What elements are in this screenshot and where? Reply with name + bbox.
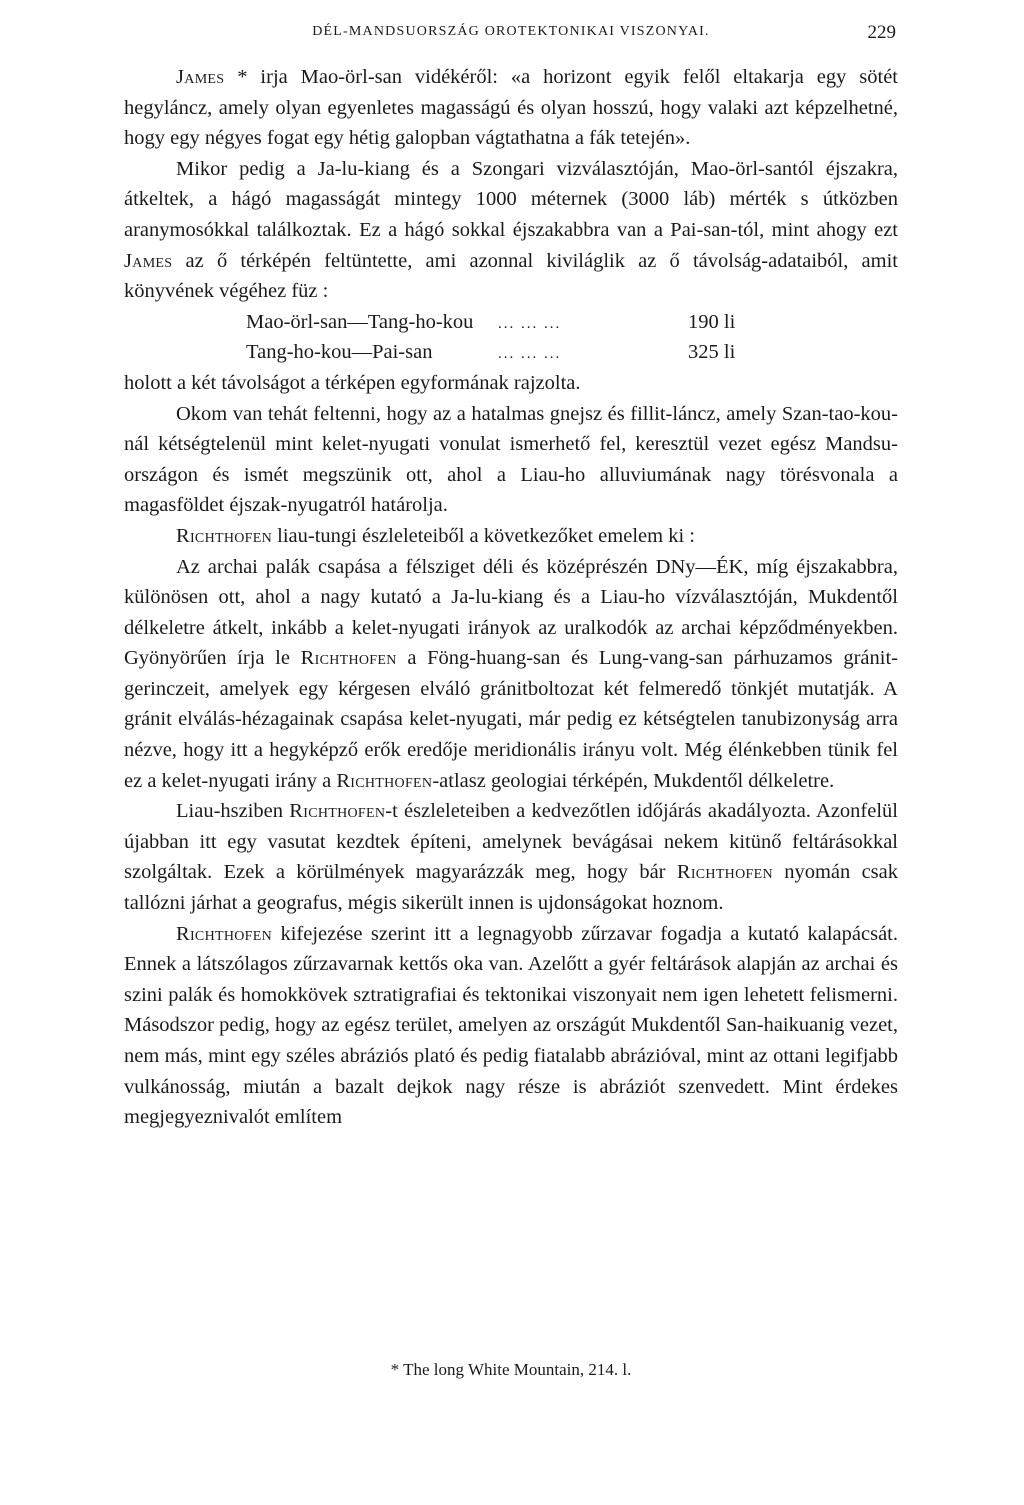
paragraph-text: * irja Mao-örl-san vidékéről: «a horizont egyik felől eltakarja egy sötét hegyláncz, amely olyan egyenletes magasságú és olyan hosszú, hogy valaki azt képzelhetné, hogy egy négyes fogat egy hétig galopban vágtathatna a fák tetején». xyxy=(124,66,898,150)
footnote: * The long White Mountain, 214. l. xyxy=(390,1360,632,1379)
paragraph-text: -atlasz geologiai térképén, Mukdentől délkeletre. xyxy=(432,769,835,792)
page-number: 229 xyxy=(867,22,896,43)
paragraph-gneiss-chain: Okom van tehát feltenni, hogy az a hatalmas gnejsz és fillit-láncz, amely Szan-tao-kou-nál kétségtelenül mint kelet-nyugati vonulat ismerhető fel, keresztül vezet egész Mandsu-országon és ismét megszünik ott, ahol a Liau-ho alluviumának nagy törésvonala a magasföldet éjszak-nyugatról határolja. xyxy=(124,402,898,517)
author-name-richthofen: Richthofen xyxy=(176,922,273,945)
distance-leader-dots: ... ... ... xyxy=(498,346,562,363)
running-head: DÉL-MANDSUORSZÁG OROTEKTONIKAI VISZONYAI. xyxy=(312,24,710,39)
paragraph-text: nyomán csak tallózni járhat a geografus, mégis sikerült innen is ujdonságokat hoznom. xyxy=(124,861,898,915)
distance-value: 325 li xyxy=(688,341,736,364)
distance-row xyxy=(124,337,898,368)
paragraph-james-quote xyxy=(124,62,898,154)
author-name-richthofen: Richthofen xyxy=(176,524,273,547)
paragraph-continuation: holott a két távolságot a térképen egyformának rajzolta. xyxy=(124,371,581,394)
paragraph-text: Mikor pedig a Ja-lu-kiang és a Szongari vizválasztóján, Mao-örl-santól éjszakra, átkeltek, a hágó magasságát mintegy 1000 méternek (3000 láb) mérték s útközben aranymosókkal találkoztak. Ez a hágó sokkal éjszakabbra van a Pai-san-tól, mint ahogy ezt xyxy=(124,157,898,241)
author-name-richthofen: Richthofen xyxy=(300,647,397,670)
paragraph-text: kifejezése szerint itt a legnagyobb zűrzavar fogadja a kutató kalapácsát. Ennek a látszólagos zűrzavarnak kettős oka van. Azelőtt a gyér feltárások alapján az archai és szini palák és homokkövek sztratigrafiai és tektonikai viszonyait nem igen lehetett felismerni. Másodszor pedig, hogy az egész terület, amelyen az országút Mukdentől San-haikuanig vezet, nem más, mint egy széles abráziós plató és pedig fiatalabb abrázióval, mint az ottani legifjabb vulkánosság, miután a bazalt dejkok nagy része is abráziót szenvedett. Mint érdekes megjegyeznivalót említem xyxy=(124,922,898,1129)
page-header xyxy=(124,22,898,46)
distance-value: 190 li xyxy=(688,310,736,333)
paragraph-text: Az archai palák csapása a félsziget déli és középrészén DNy—ÉK, míg éjszakabbra, különösen ott, ahol a nagy kutató a Ja-lu-kiang és a Liau-ho vízválasztóján, Mukdentől délkeletre átkelt, inkább a kelet-nyugati irányok az uralkodók az archai képződményekben. Gyönyörűen írja le xyxy=(124,555,898,670)
paragraph-text: a Föng-huang-san és Lung-vang-san párhuzamos gránit-gerinczeit, amelyek egy kérgesen elváló gránitboltozat két felmeredő tönkjét mutatják. A gránit elválás-hézagainak csapása kelet-nyugati, már pedig ez kétségtelen tanubizonyság arra nézve, hogy itt a hegyképző erők eredője meridionális irányu volt. Még élénkebben tünik fel ez a kelet-nyugati irány a xyxy=(124,647,898,792)
distance-row xyxy=(124,307,898,338)
author-name-richthofen: Richthofen xyxy=(676,861,773,884)
author-name-james: James xyxy=(124,249,173,272)
author-name-richthofen: Richthofen xyxy=(289,800,386,823)
body-text xyxy=(124,62,898,1133)
paragraph-text: liau-tungi észleleteiből a következőket emelem ki : xyxy=(272,524,695,547)
paragraph-text: Liau-hsziben xyxy=(176,800,290,823)
paragraph-pass-crossing xyxy=(124,154,898,307)
distance-leader-dots: ... ... ... xyxy=(498,315,562,332)
author-name-richthofen: Richthofen xyxy=(336,769,433,792)
paragraph-liau-hszi xyxy=(124,796,898,918)
paragraph-text: az ő térképén feltüntette, ami azonnal kiviláglik az ő távolság-adataiból, amit könyvének végéhez füz : xyxy=(124,249,898,303)
paragraph-archaic-slates xyxy=(124,552,898,797)
paragraph-richthofen-intro xyxy=(124,521,898,552)
author-name-james: James xyxy=(176,66,225,88)
paragraph-text: -t észleleteiben a kedvezőtlen időjárás akadályozta. Azonfelül újabban itt egy vasutat kezdtek építeni, amelynek bevágásai nekem kitünő feltárásokkal szolgáltak. Ezek a körülmények magyarázzák meg, hogy bár xyxy=(124,800,898,884)
distance-route: Tang-ho-kou—Pai-san xyxy=(246,341,433,364)
distance-route: Mao-örl-san—Tang-ho-kou xyxy=(246,310,474,333)
distance-table xyxy=(124,307,898,368)
paragraph-confusion xyxy=(124,919,898,1133)
